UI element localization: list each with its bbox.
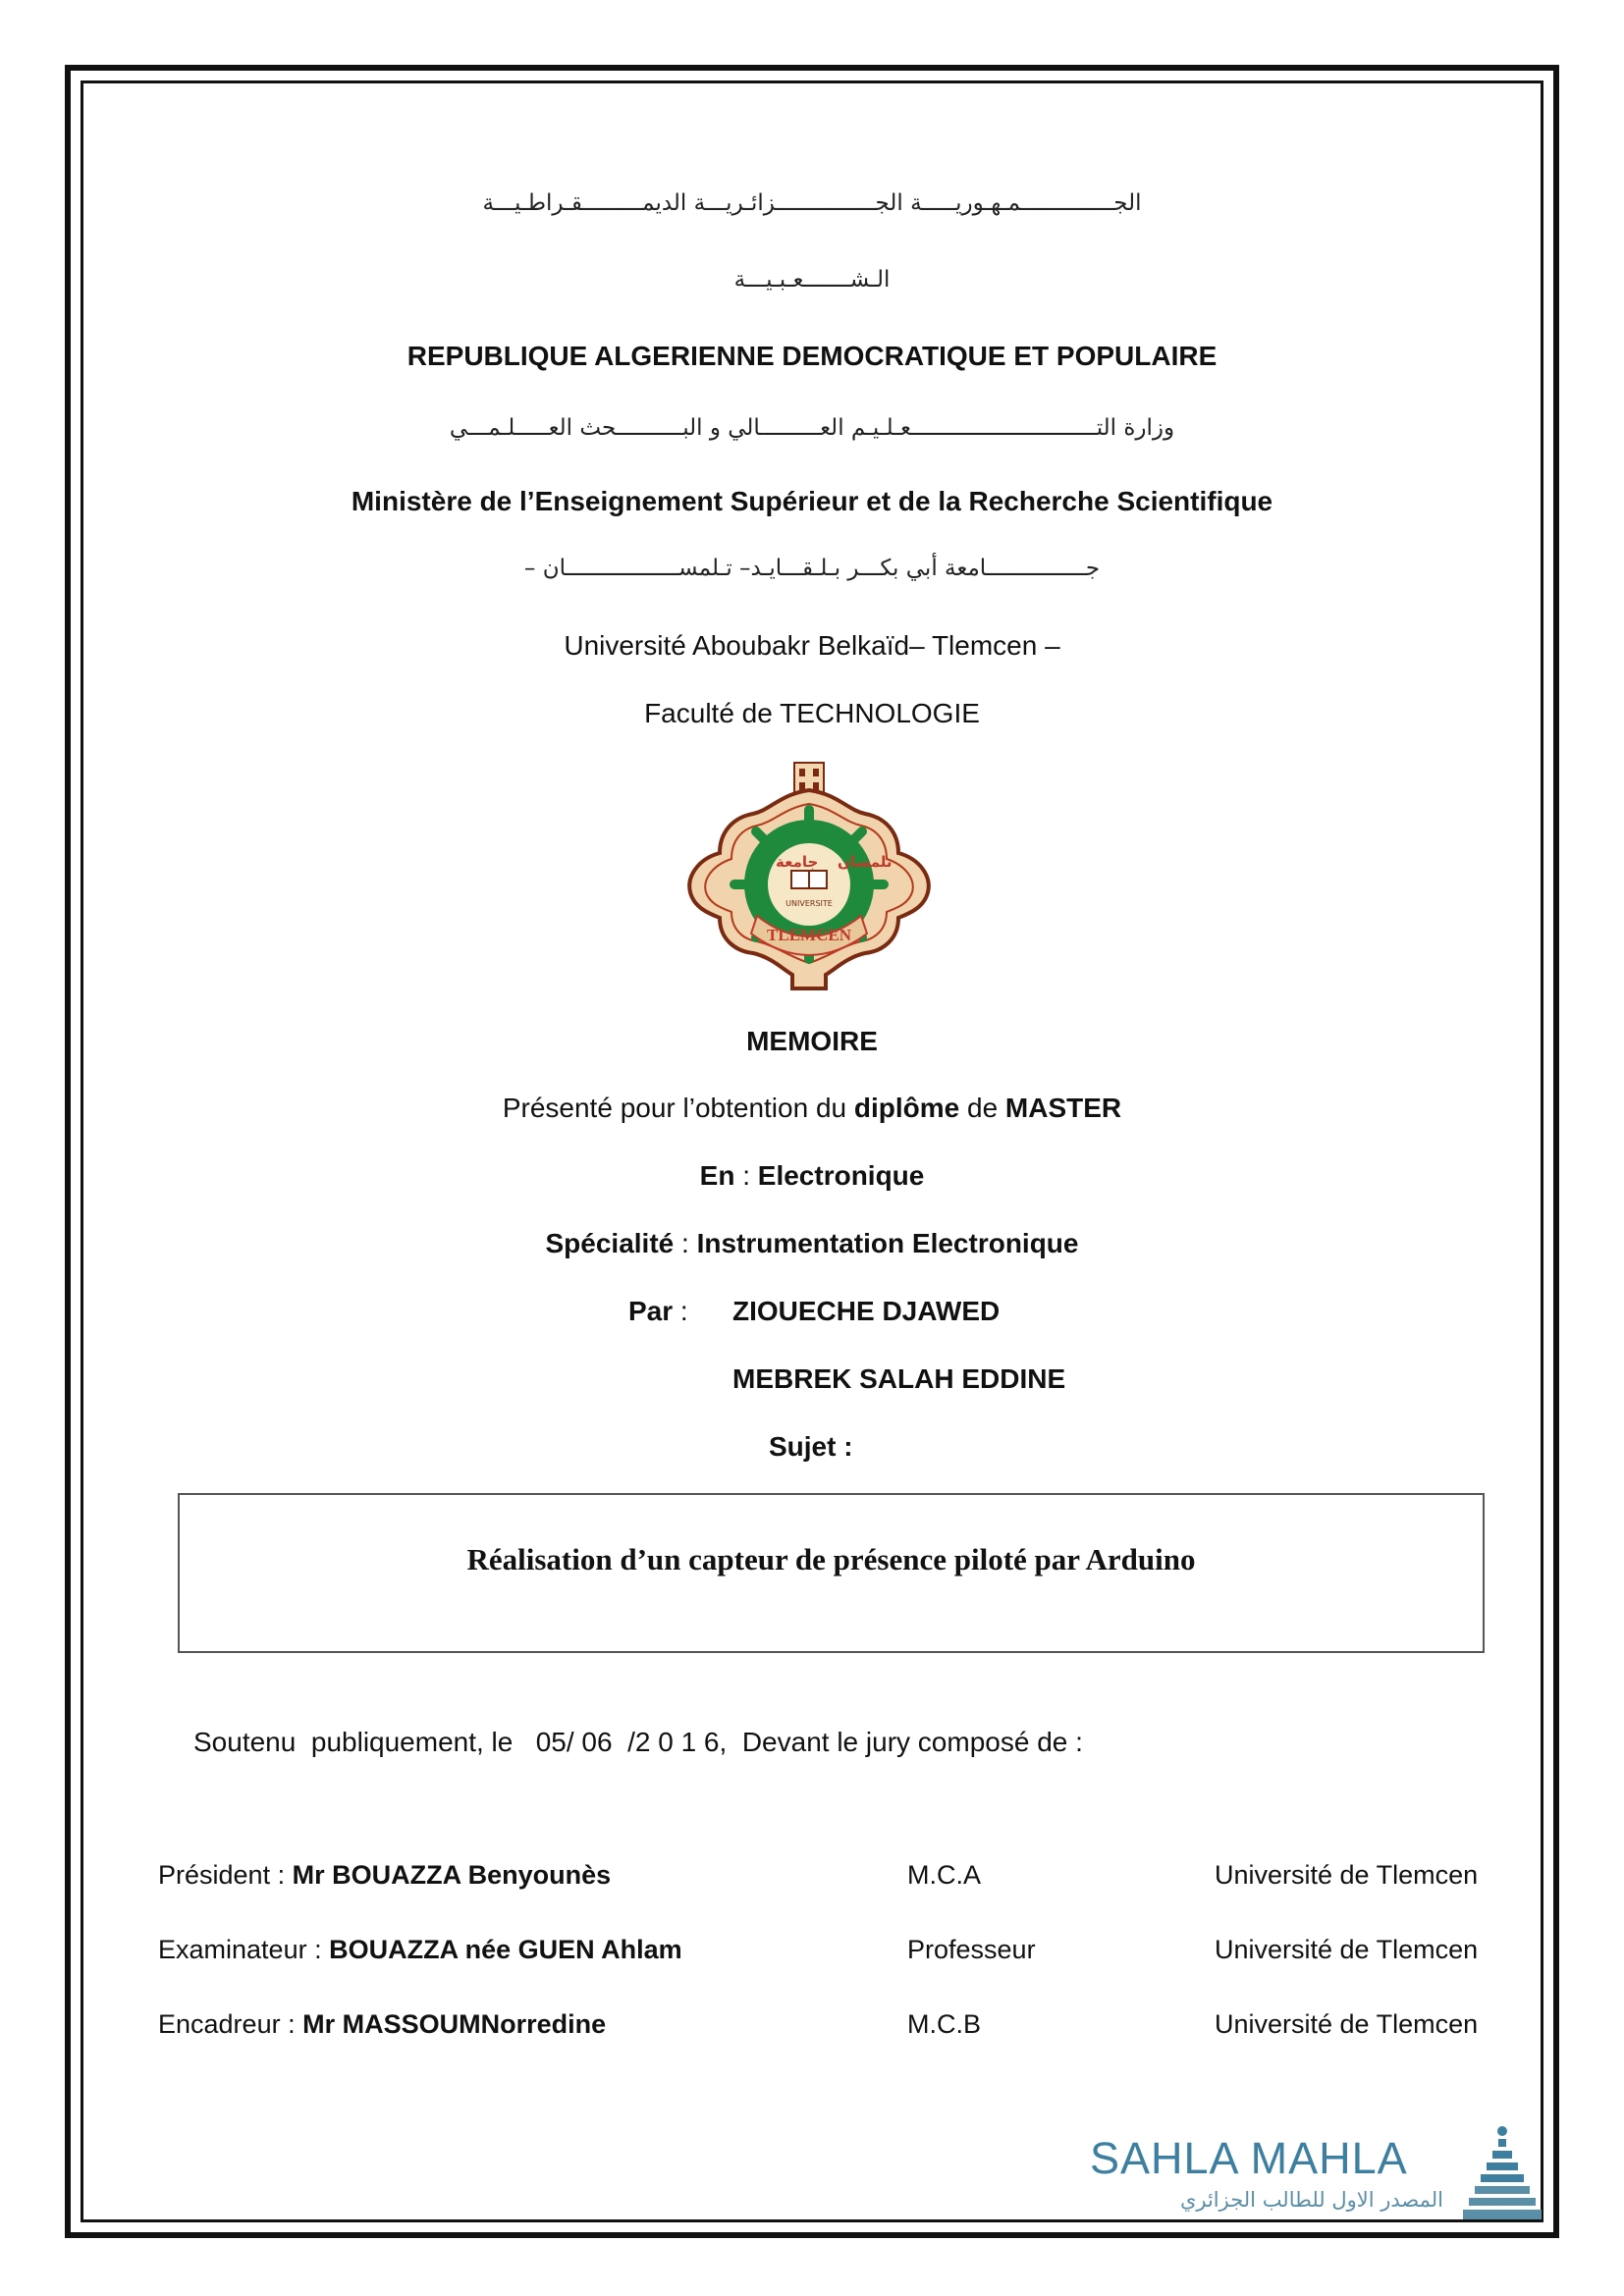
presented-master: MASTER — [1004, 1093, 1122, 1123]
jury-grade: M.C.A — [907, 1860, 982, 1890]
jury-name: BOUAZZA née GUEN Ahlam — [329, 1935, 682, 1964]
jury-institution: Université de Tlemcen — [1215, 1935, 1479, 1964]
arabic-republic-line2: الـشـــــــعـبـيـــة — [733, 267, 891, 293]
republic-title: REPUBLIQUE ALGERIENNE DEMOCRATIQUE ET POPULAIRE — [406, 341, 1218, 371]
presented-prefix: Présenté pour l’obtention du — [502, 1093, 854, 1123]
defense-line: Soutenu publiquement, le 05/ 06 /2 0 1 6, Devant le jury composé de : — [193, 1727, 1083, 1757]
jury-row — [0, 1860, 1624, 1899]
logo-ring-text-left: جامعة — [776, 853, 819, 871]
memoire-title: MEMOIRE — [746, 1026, 878, 1056]
jury-name: Mr BOUAZZA Benyounès — [292, 1860, 612, 1890]
faculty-name: Faculté de TECHNOLOGIE — [644, 698, 980, 728]
watermark-title: SAHLA MAHLA — [1090, 2133, 1408, 2183]
specialite-value: Instrumentation Electronique — [696, 1228, 1079, 1258]
subject-box — [178, 1493, 1485, 1653]
arabic-university: جـــــــــــــــامعة أبي بكـــر بـلـقـــايـد– تـلمســـــــــــــــــان – — [523, 556, 1101, 581]
page-border-inner — [81, 80, 1543, 2222]
en-label: En — [699, 1160, 735, 1191]
jury-institution: Université de Tlemcen — [1215, 1860, 1479, 1890]
sujet-label: Sujet : — [769, 1431, 853, 1462]
jury-name: Mr MASSOUMNorredine — [302, 2009, 607, 2039]
jury-role: Examinateur — [158, 1935, 307, 1964]
watermark-emblem-icon — [1463, 2123, 1542, 2226]
watermark-subtitle: المصدر الاول للطالب الجزائري — [1179, 2188, 1443, 2212]
presented-line — [0, 1093, 1624, 1124]
field-line: En : Electronique — [699, 1160, 925, 1191]
jury-grade: Professeur — [907, 1935, 1036, 1964]
presented-diploma: diplôme — [853, 1093, 960, 1123]
specialite-label: Spécialité — [545, 1228, 675, 1258]
jury-role-cell: Président : Mr BOUAZZA Benyounès — [158, 1860, 612, 1890]
jury-row — [0, 1935, 1624, 1974]
jury-institution: Université de Tlemcen — [1215, 2009, 1479, 2039]
logo-banner-text: TLEMCEN — [767, 926, 851, 944]
jury-role: Encadreur — [158, 2009, 281, 2039]
jury-role-cell: Examinateur : BOUAZZA née GUEN Ahlam — [158, 1935, 682, 1964]
jury-role-cell: Encadreur : Mr MASSOUMNorredine — [158, 2009, 607, 2039]
subject-title: Réalisation d’un capteur de présence piloté par Arduino — [466, 1542, 1196, 1576]
logo-inner-text: UNIVERSITE — [785, 899, 833, 908]
author-2: MEBREK SALAH EDDINE — [732, 1363, 1066, 1394]
author-1: ZIOUECHE DJAWED — [732, 1296, 1001, 1326]
jury-role: Président — [158, 1860, 271, 1890]
par-label-wrap: Par : — [628, 1296, 688, 1326]
arabic-republic-line1: الجــــــــــــــمـهـوريـــــة الجـــــــــــــــزائـريـــة الديمـــــــــقـراطـيـــة — [482, 190, 1142, 216]
en-value: Electronique — [757, 1160, 925, 1191]
university-logo — [680, 761, 938, 991]
sahla-mahla-watermark — [1090, 2123, 1561, 2231]
ministry-title: Ministère de l’Enseignement Supérieur et de la Recherche Scientifique — [351, 486, 1273, 516]
logo-ring-text-right: تلمسان — [838, 853, 893, 871]
university-name: Université Aboubakr Belkaïd– Tlemcen – — [564, 630, 1060, 661]
arabic-ministry: وزارة التــــــــــــــــــــــــــــعـلـيـم العـــــــــالي و البــــــــــحث العـــــلـمـــي — [449, 415, 1175, 441]
jury-grade: M.C.B — [907, 2009, 982, 2039]
specialite-line: Spécialité : Instrumentation Electronique — [545, 1228, 1079, 1258]
presented-mid: de — [959, 1093, 1005, 1123]
jury-row — [0, 2009, 1624, 2049]
par-label: Par — [628, 1296, 674, 1326]
